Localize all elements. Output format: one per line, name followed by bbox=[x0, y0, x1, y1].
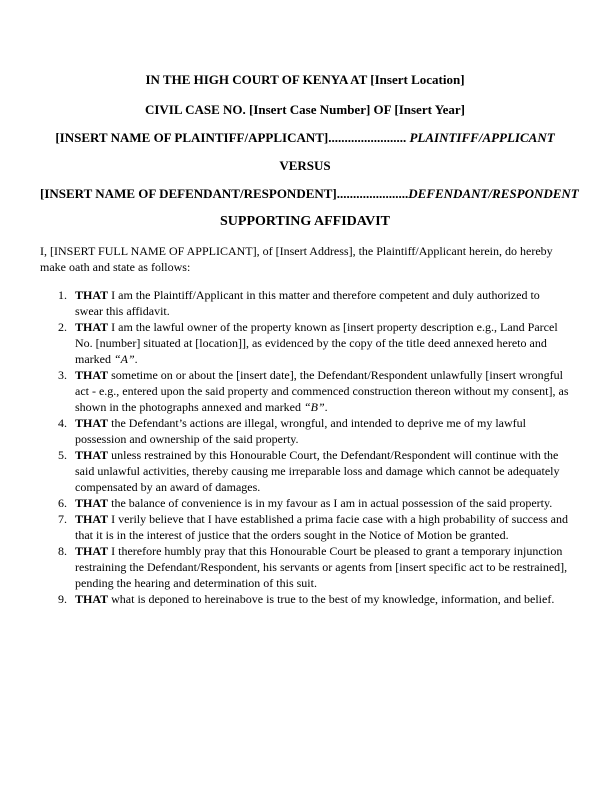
versus-label: VERSUS bbox=[279, 158, 331, 173]
item-number: 2. bbox=[58, 320, 67, 334]
item-body-text: I am the Plaintiff/Applicant in this matter and therefore competent and duly authorized to swear this affidavit. bbox=[75, 288, 540, 318]
item-number: 7. bbox=[58, 512, 67, 526]
dotted-leader: ...................... bbox=[336, 186, 409, 201]
item-text bbox=[75, 367, 570, 415]
item-number: 1. bbox=[58, 288, 67, 302]
exhibit-mark: “B” bbox=[303, 400, 325, 414]
dotted-leader: ........................ bbox=[328, 130, 407, 145]
item-text bbox=[75, 511, 570, 543]
case-number-line: CIVIL CASE NO. [Insert Case Number] OF [Insert Year] bbox=[144, 102, 466, 117]
item-number: 3. bbox=[58, 368, 67, 382]
item-number: 8. bbox=[58, 544, 67, 558]
item-text bbox=[75, 591, 570, 607]
item-body-text: . bbox=[324, 400, 328, 414]
item-text bbox=[75, 447, 570, 495]
item-lead-word: THAT bbox=[75, 320, 109, 334]
court-title: IN THE HIGH COURT OF KENYA AT [Insert Location] bbox=[145, 72, 465, 87]
item-lead-word: THAT bbox=[75, 416, 109, 430]
affidavit-item bbox=[58, 447, 570, 495]
exhibit-mark: “A” bbox=[113, 352, 135, 366]
item-lead-word: THAT bbox=[75, 448, 109, 462]
item-lead-word: THAT bbox=[75, 592, 109, 606]
defendant-role-label: DEFENDANT/RESPONDENT bbox=[408, 186, 579, 201]
affidavit-list bbox=[40, 287, 570, 607]
item-number: 5. bbox=[58, 448, 67, 462]
defendant-line bbox=[40, 186, 579, 201]
item-text bbox=[75, 415, 570, 447]
item-lead-word: THAT bbox=[75, 544, 109, 558]
item-body-text: I verily believe that I have established a prima facie case with a high probability of success and that it is in the interest of justice that the orders sought in the Notice of Motion be granted. bbox=[75, 512, 568, 542]
defendant-name-placeholder: [INSERT NAME OF DEFENDANT/RESPONDENT] bbox=[40, 186, 337, 201]
affidavit-item bbox=[58, 495, 570, 511]
item-body-text: unless restrained by this Honourable Court, the Defendant/Respondent will continue with the said unlawful activities, thereby causing me irreparable loss and damage which cannot be adequately compensated by an award of damages. bbox=[75, 448, 560, 494]
item-text bbox=[75, 319, 570, 367]
item-lead-word: THAT bbox=[75, 512, 109, 526]
item-lead-word: THAT bbox=[75, 368, 109, 382]
affidavit-item bbox=[58, 287, 570, 319]
item-number: 9. bbox=[58, 592, 67, 606]
item-body-text: the Defendant’s actions are illegal, wrongful, and intended to deprive me of my lawful possession and ownership of the said property. bbox=[75, 416, 526, 446]
plaintiff-role-label: PLAINTIFF/APPLICANT bbox=[409, 130, 555, 145]
item-body-text: I therefore humbly pray that this Honourable Court be pleased to grant a temporary injunction restraining the Defendant/Respondent, his servants or agents from [insert specific act to be restrained], pending the hearing and determination of this suit. bbox=[75, 544, 568, 590]
affidavit-item bbox=[58, 415, 570, 447]
affidavit-item bbox=[58, 367, 570, 415]
document-title: SUPPORTING AFFIDAVIT bbox=[220, 214, 390, 229]
item-number: 6. bbox=[58, 496, 67, 510]
affidavit-item bbox=[58, 591, 570, 607]
item-lead-word: THAT bbox=[75, 496, 109, 510]
item-lead-word: THAT bbox=[75, 288, 109, 302]
item-text bbox=[75, 287, 570, 319]
item-body-text: what is deponed to hereinabove is true to the best of my knowledge, information, and belief. bbox=[108, 592, 555, 606]
item-body-text: I am the lawful owner of the property known as [insert property description e.g., Land Parcel No. [number] situated at [location]], as evidenced by the copy of the title deed annexed hereto and marked bbox=[75, 320, 558, 366]
intro-paragraph: I, [INSERT FULL NAME OF APPLICANT], of [Insert Address], the Plaintiff/Applicant herein, do hereby make oath and state as follows: bbox=[40, 244, 553, 274]
affidavit-item bbox=[58, 511, 570, 543]
affidavit-item bbox=[58, 543, 570, 591]
plaintiff-name-placeholder: [INSERT NAME OF PLAINTIFF/APPLICANT] bbox=[55, 130, 329, 145]
item-body-text: . bbox=[134, 352, 138, 366]
item-text bbox=[75, 495, 570, 511]
plaintiff-line bbox=[40, 130, 570, 145]
item-text bbox=[75, 543, 570, 591]
item-body-text: the balance of convenience is in my favour as I am in actual possession of the said property. bbox=[108, 496, 553, 510]
affidavit-item bbox=[58, 319, 570, 367]
item-number: 4. bbox=[58, 416, 67, 430]
item-body-text: sometime on or about the [insert date], the Defendant/Respondent unlawfully [insert wrongful act - e.g., entered upon the said property and commenced construction thereon without my consent], as shown in the photographs annexed and marked bbox=[75, 368, 569, 414]
